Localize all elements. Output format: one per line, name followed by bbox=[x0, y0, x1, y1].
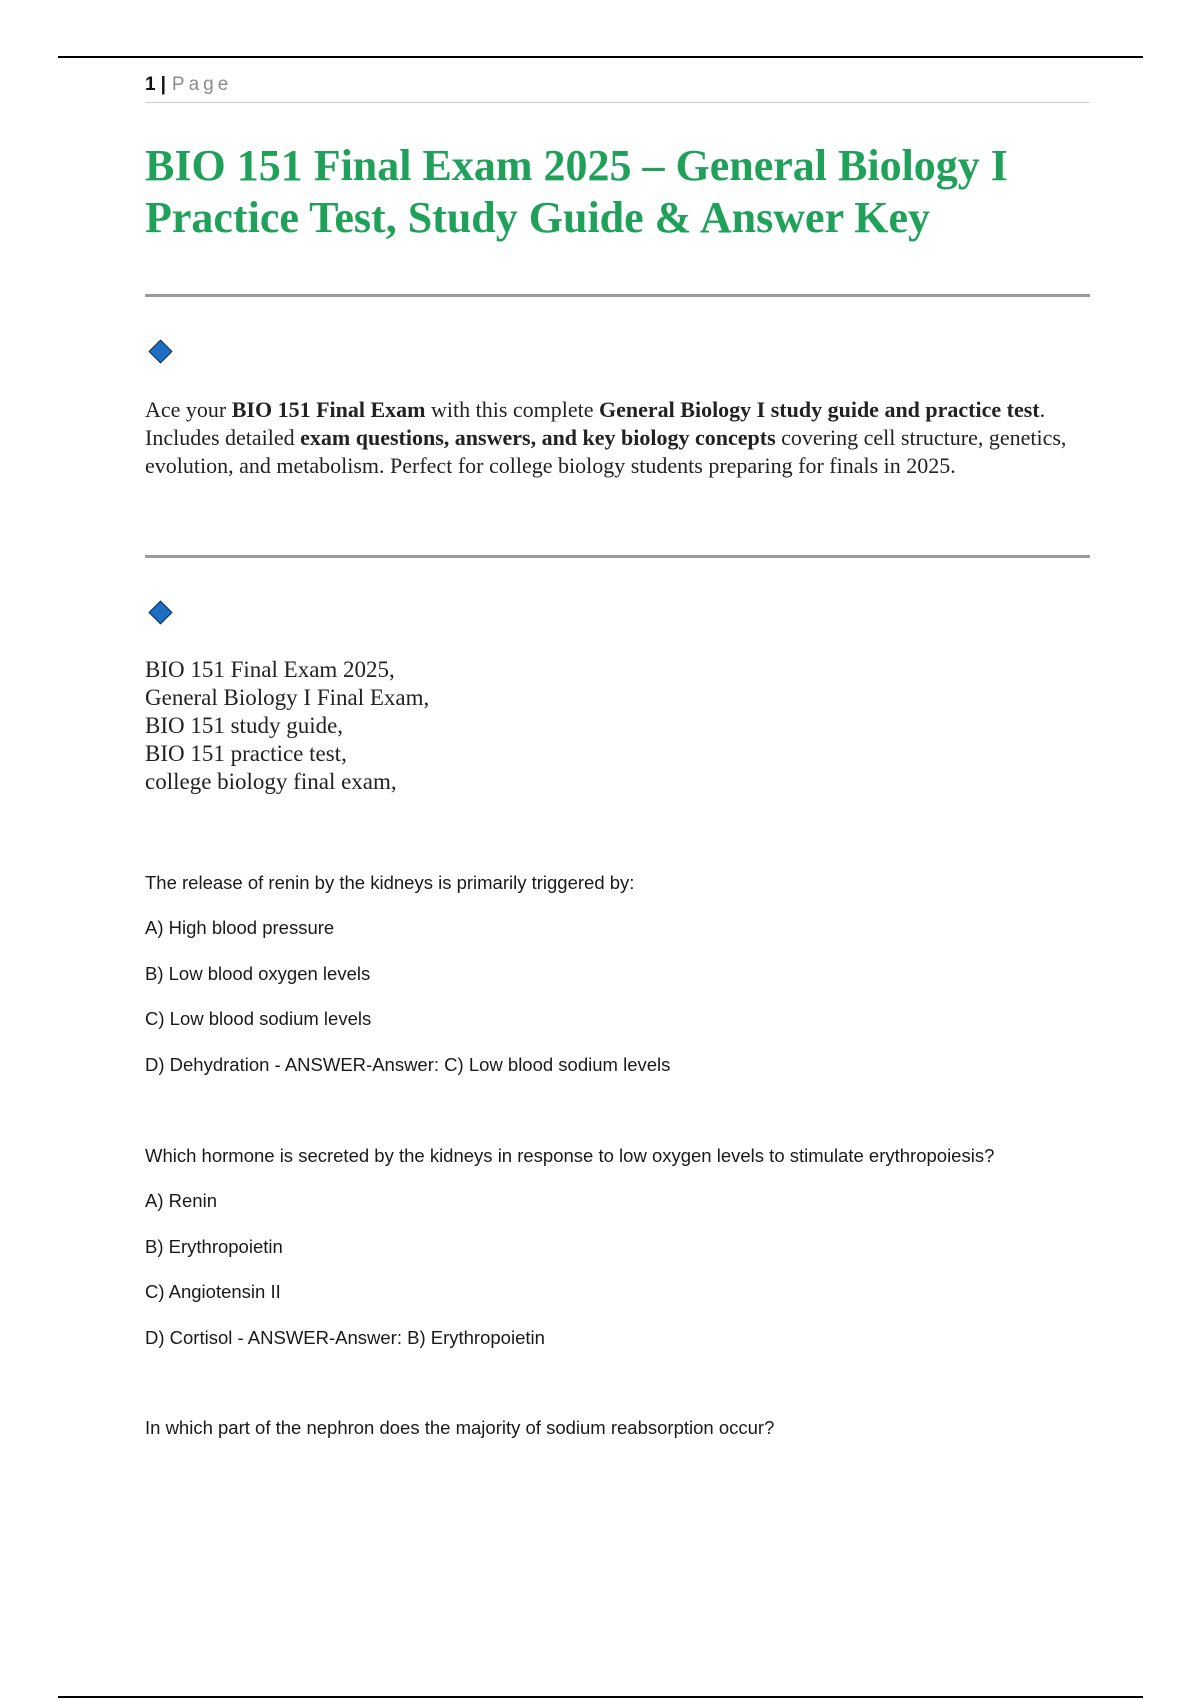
intro-paragraph: Ace your BIO 151 Final Exam with this complete General Biology I study guide and practice test. Includes detailed exam questions, answers, and key biology concepts covering cell structure, genetics, evolution, and metabolism. Perfect for college biology students preparing for finals in 2025. bbox=[145, 397, 1067, 478]
keyword-item: BIO 151 study guide, bbox=[145, 713, 344, 738]
answer-option: B) Erythropoietin bbox=[145, 1236, 283, 1257]
document-title: BIO 151 Final Exam 2025 – General Biology I Practice Test, Study Guide & Answer Key bbox=[145, 141, 1008, 242]
answer-option: C) Angiotensin II bbox=[145, 1281, 281, 1302]
keyword-item: BIO 151 Final Exam 2025, bbox=[145, 657, 395, 682]
keyword-list bbox=[145, 656, 429, 796]
answer-option: D) Dehydration - ANSWER-Answer: C) Low blood sodium levels bbox=[145, 1054, 671, 1075]
page-label: Page bbox=[171, 74, 233, 95]
page-header bbox=[145, 74, 1090, 103]
section-divider bbox=[145, 555, 1090, 558]
keyword-item: General Biology I Final Exam, bbox=[145, 685, 430, 710]
page-number: 1 bbox=[145, 74, 156, 95]
answer-option: D) Cortisol - ANSWER-Answer: B) Erythropoietin bbox=[145, 1327, 545, 1348]
question-text: In which part of the nephron does the majority of sodium reabsorption occur? bbox=[145, 1417, 775, 1438]
diamond-icon bbox=[148, 339, 172, 363]
answer-option: B) Low blood oxygen levels bbox=[145, 963, 371, 984]
answer-option: A) High blood pressure bbox=[145, 917, 335, 938]
question-text: Which hormone is secreted by the kidneys in response to low oxygen levels to stimulate erythropoiesis? bbox=[145, 1145, 995, 1166]
diamond-icon bbox=[148, 600, 172, 624]
header-separator: | bbox=[160, 74, 166, 95]
page-top-rule bbox=[58, 56, 1143, 58]
answer-option: A) Renin bbox=[145, 1190, 217, 1211]
keyword-item: college biology final exam, bbox=[145, 769, 397, 794]
section-divider bbox=[145, 294, 1090, 297]
page-bottom-rule bbox=[58, 1696, 1143, 1698]
question-text: The release of renin by the kidneys is primarily triggered by: bbox=[145, 872, 635, 893]
answer-option: C) Low blood sodium levels bbox=[145, 1008, 372, 1029]
keyword-item: BIO 151 practice test, bbox=[145, 741, 347, 766]
